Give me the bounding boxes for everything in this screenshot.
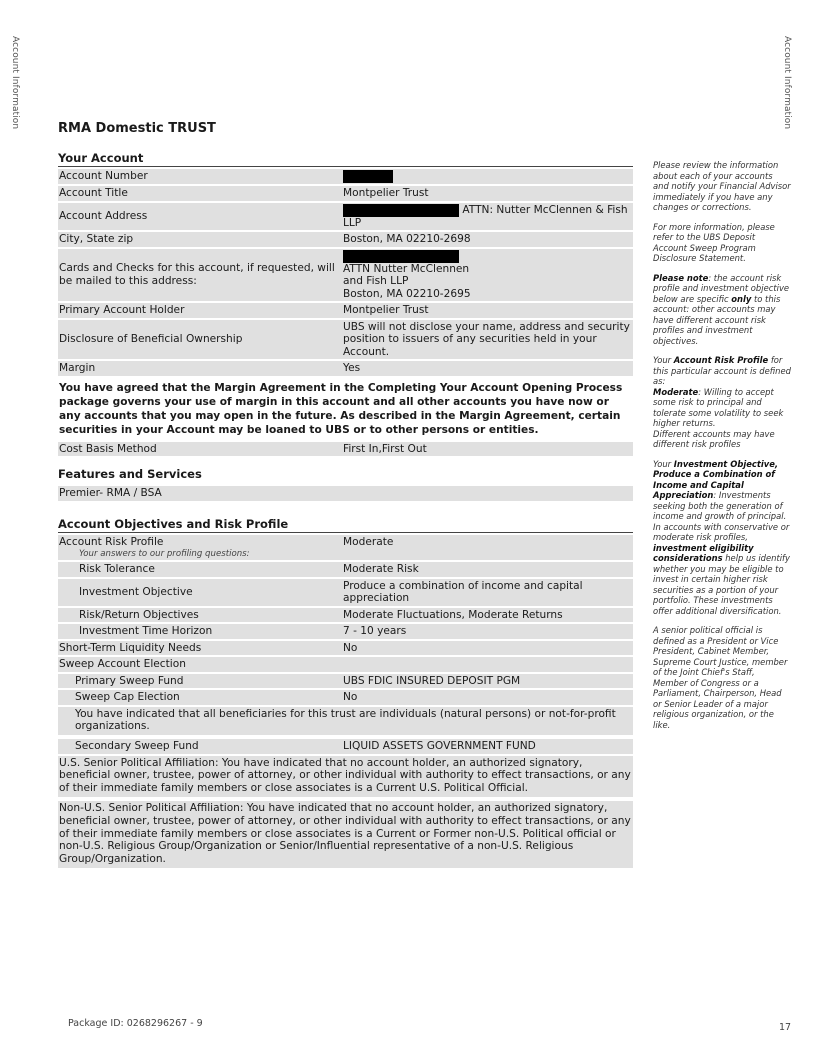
risk-tolerance-label: Risk Tolerance [79,563,155,575]
primary-sweep-row [58,674,633,689]
sidebar-political-definition: A senior political official is defined as a President or Vice President, Cabinet Member, Supreme Court Justice, member of the Joint Chief's Staff, Member of Congress or a Parliament, Chairperson, Head or Senior Leader of a major religious organization, or the like. [653,625,788,730]
cost-basis-row [58,442,633,457]
sweep-election-row [58,657,633,672]
risk-return-label: Risk/Return Objectives [79,608,199,621]
side-label-left: Account Information [10,36,20,130]
mailing-address-value: ATTN Nutter McClennen and Fish LLP Boston, MA 02210-2695 [342,249,633,302]
non-us-political-affiliation: Non-U.S. Senior Political Affiliation: You have indicated that no account holder, an authorized signatory, beneficial owner, trustee, power of attorney, or other individual with authority to effect transactions, or any of their immediate family members or close associates is a Current or Former non-U.S. Political official or non-U.S. Religious Group/Organization or Senior/Influential representative of a non-U.S. Religious Group/Organization. [58,801,633,868]
features-heading: Features and Services [58,467,202,481]
sidebar-notes [653,160,791,739]
account-address-label: Account Address [59,210,148,222]
investment-objective-value: Produce a combination of income and capital appreciation [343,579,583,604]
disclosure-row [58,320,633,360]
cost-basis-label: Cost Basis Method [59,442,157,455]
disclosure-label: Disclosure of Beneficial Ownership [59,333,243,345]
risk-profile-row [58,535,633,561]
liquidity-row [58,641,633,656]
time-horizon-row [58,624,633,639]
objectives-heading: Account Objectives and Risk Profile [58,516,633,533]
city-value: Boston, MA 02210-2698 [343,233,471,245]
risk-tolerance-value: Moderate Risk [343,563,419,575]
sweep-cap-row [58,690,633,705]
beneficiaries-note: You have indicated that all beneficiaries for this trust are individuals (natural persons) or not-for-profit organizations. [58,707,633,736]
account-number-label: Account Number [59,170,148,183]
features-item: Premier- RMA / BSA [59,487,162,499]
sidebar-please-note: Please note: the account risk profile and investment objective below are specific only to this account: other accounts may have different account risk profiles and investment objectives. [653,272,790,346]
mailing-address-row [58,249,633,302]
redacted-address [343,204,459,217]
main-content [58,148,633,868]
cost-basis-value: First In,First Out [343,442,427,455]
margin-label: Margin [59,362,96,374]
secondary-sweep-label: Secondary Sweep Fund [75,740,199,753]
risk-return-row [58,608,633,623]
account-title-row [58,186,633,201]
profiling-answers-note: Your answers to our profiling questions: [79,549,250,559]
features-row [58,486,633,501]
city-label: City, State zip [59,233,134,245]
primary-holder-row [58,303,633,318]
risk-return-value: Moderate Fluctuations, Moderate Returns [343,608,563,621]
us-political-affiliation: U.S. Senior Political Affiliation: You have indicated that no account holder, an authorized signatory, beneficial owner, trustee, power of attorney, or other individual with authority to effect transactions, or any of their immediate family members or close associates is a Current U.S. Political Official. [58,756,633,797]
sidebar-review-note: Please review the information about each of your accounts and notify your Financial Advisor immediately if you have any changes or corrections. [653,160,791,212]
package-id: Package ID: 0268296267 - 9 [68,1018,203,1029]
time-horizon-label: Investment Time Horizon [79,625,213,637]
mailing-address-label: Cards and Checks for this account, if requested, will be mailed to this address: [59,262,335,287]
risk-tolerance-row [58,562,633,577]
primary-sweep-value: UBS FDIC INSURED DEPOSIT PGM [343,674,521,687]
sidebar-risk-profile-definition: Your Account Risk Profile for this particular account is defined as: Moderate: Willing to accept some risk to principal and tolerate some volatility to seek higher returns. Different accounts may have different risk profiles [653,355,791,449]
sweep-cap-value: No [343,691,358,703]
sidebar-more-info: For more information, please refer to the UBS Deposit Account Sweep Program Disclosure Statement. [653,221,775,263]
account-title-value: Montpelier Trust [343,187,429,199]
primary-holder-value: Montpelier Trust [343,304,429,316]
risk-profile-label: Account Risk Profile [59,535,164,548]
city-row [58,232,633,247]
margin-row [58,361,633,376]
sidebar-objective-definition: Your Investment Objective, Produce a Combination of Income and Capital Appreciation: Investments seeking both the generation of income and growth of principal. In accounts with conservative or moderate risk profiles, investment eligibility considerations help us identify whether you may be eligible to invest in certain higher risk securities as a portion of your portfolio. These investments offer additional diversification. [653,458,790,616]
account-title-label: Account Title [59,187,128,199]
redacted-mailing-address [343,250,459,263]
primary-holder-label: Primary Account Holder [59,304,185,316]
account-number-row [58,169,633,184]
investment-objective-row [58,579,633,606]
margin-value: Yes [343,362,361,374]
account-address-value: ATTN: Nutter McClennen & Fish LLP [343,203,628,229]
liquidity-value: No [343,641,358,654]
liquidity-label: Short-Term Liquidity Needs [59,641,202,654]
secondary-sweep-row [58,739,633,754]
sweep-cap-label: Sweep Cap Election [75,691,180,703]
margin-agreement-notice: You have agreed that the Margin Agreement in the Completing Your Account Opening Process package governs your use of margin in this account and all other accounts you have now or any accounts that you may open in the future. As described in the Margin Agreement, certain securities in your Account may be loaned to UBS or to other persons or entities. [59,381,623,436]
page-title: RMA Domestic TRUST [58,121,216,136]
disclosure-value: UBS will not disclose your name, address and security position to issuers of any securities held in your Account. [343,320,630,358]
sweep-election-label: Sweep Account Election [59,658,186,670]
side-label-right: Account Information [782,36,792,130]
time-horizon-value: 7 - 10 years [343,625,407,637]
primary-sweep-label: Primary Sweep Fund [75,674,184,687]
account-address-row [58,203,633,231]
investment-objective-label: Investment Objective [79,585,193,598]
page-number: 17 [779,1022,792,1033]
secondary-sweep-value: LIQUID ASSETS GOVERNMENT FUND [343,740,536,753]
your-account-heading: Your Account [58,150,633,167]
redacted-account-number [343,170,393,183]
risk-profile-value: Moderate [343,535,394,548]
